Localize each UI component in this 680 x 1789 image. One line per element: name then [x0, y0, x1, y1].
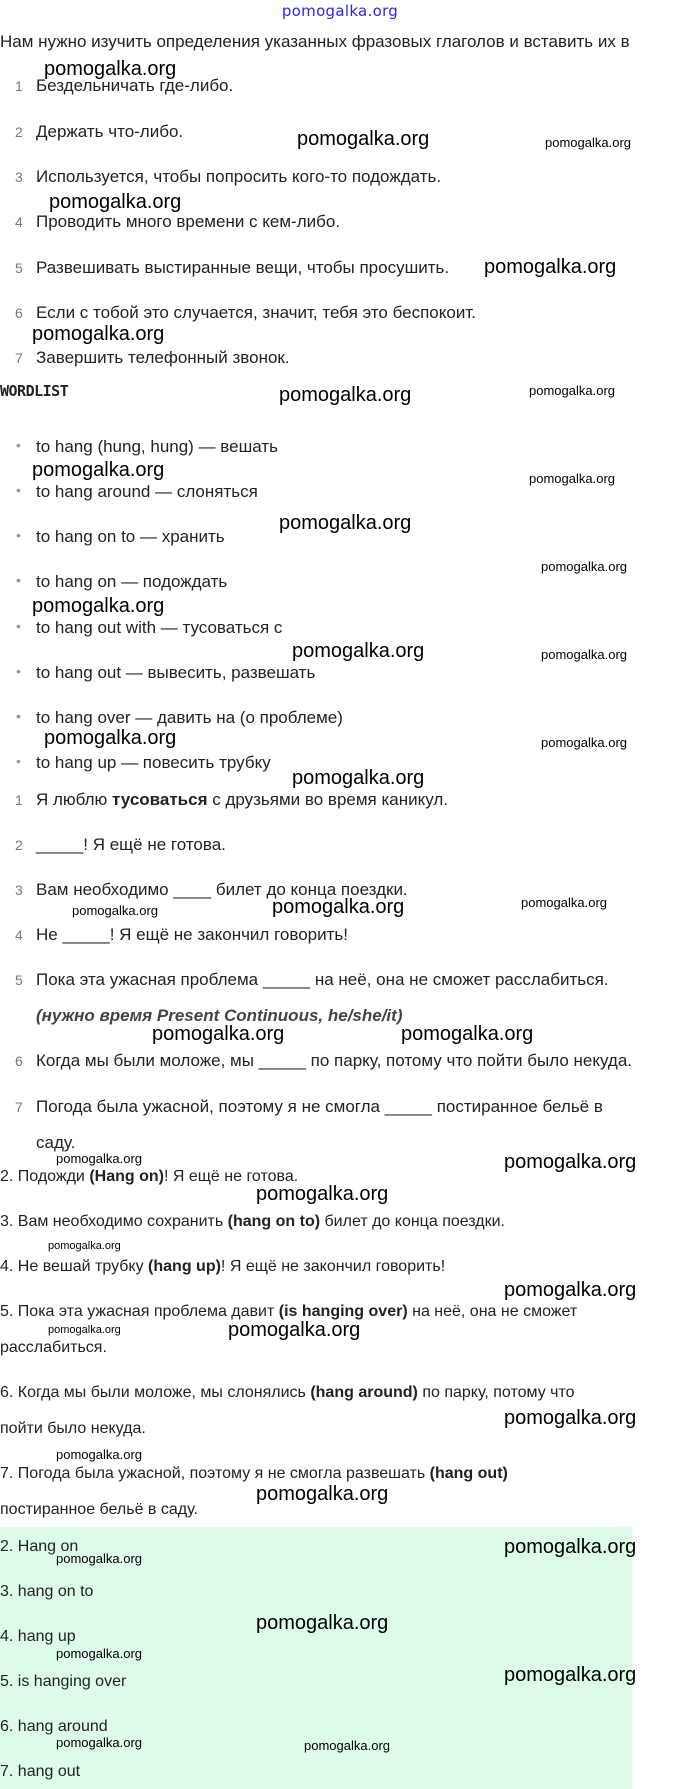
watermark: pomogalka.org: [529, 471, 615, 486]
item-text: _____! Я ещё не готова.: [36, 835, 226, 854]
item-number: 3: [15, 169, 23, 185]
item-number: 2: [15, 124, 23, 140]
item-text: Проводить много времени с кем-либо.: [36, 212, 341, 231]
wordlist-text: to hang on — подождать: [36, 572, 228, 591]
item-text: Держать что-либо.: [36, 122, 184, 141]
short-answer: 7. hang out: [0, 1763, 81, 1780]
item-number: 6: [15, 305, 23, 321]
bullet-icon: •: [16, 437, 21, 453]
watermark: pomogalka.org: [529, 383, 615, 398]
watermark: pomogalka.org: [152, 1023, 285, 1045]
short-answer: 3. hang on to: [0, 1583, 94, 1600]
watermark: pomogalka.org: [272, 896, 405, 918]
answer-continuation: пойти было некуда.: [0, 1420, 146, 1437]
answer-sentence: 2. Подожди (Hang on)! Я ещё не готова.: [0, 1168, 299, 1185]
bullet-icon: •: [16, 618, 21, 634]
bullet-icon: •: [16, 663, 21, 679]
hint-text: (нужно время Present Continuous, he/she/it): [36, 1006, 403, 1025]
watermark: pomogalka.org: [49, 191, 182, 213]
bullet-icon: •: [16, 708, 21, 724]
watermark: pomogalka.org: [504, 1151, 637, 1173]
item-number: 5: [15, 260, 23, 276]
short-answer: 5. is hanging over: [0, 1673, 127, 1690]
watermark: pomogalka.org: [72, 903, 158, 918]
site-header[interactable]: pomogalka.org: [281, 2, 399, 20]
item-text: Погода была ужасной, поэтому я не смогла _____ постиранное бельё в: [36, 1097, 603, 1116]
wordlist-text: to hang around — слоняться: [36, 482, 258, 501]
item-number: 3: [15, 882, 23, 898]
wordlist-text: to hang up — повесить трубку: [36, 753, 271, 772]
wordlist-text: to hang on to — хранить: [36, 527, 225, 546]
watermark: pomogalka.org: [256, 1483, 389, 1505]
wordlist-text: to hang over — давить на (о проблеме): [36, 708, 343, 727]
item-number: 1: [15, 792, 23, 808]
item-number: 7: [15, 350, 23, 366]
short-answer: 4. hang up: [0, 1628, 76, 1645]
watermark: pomogalka.org: [504, 1407, 637, 1429]
watermark: pomogalka.org: [504, 1664, 637, 1686]
answer-sentence: 7. Погода была ужасной, поэтому я не смогла развешать (hang out): [0, 1465, 508, 1482]
answer-continuation: постиранное бельё в саду.: [0, 1501, 198, 1518]
watermark: pomogalka.org: [541, 559, 627, 574]
watermark: pomogalka.org: [32, 595, 165, 617]
watermark: pomogalka.org: [256, 1183, 389, 1205]
item-text: Развешивать выстиранные вещи, чтобы просушить.: [36, 258, 450, 277]
watermark: pomogalka.org: [279, 512, 412, 534]
answer-sentence: 3. Вам необходимо сохранить (hang on to) билет до конца поездки.: [0, 1213, 505, 1230]
bullet-icon: •: [16, 482, 21, 498]
watermark: pomogalka.org: [504, 1536, 637, 1558]
bullet-icon: •: [16, 527, 21, 543]
intro-text: Нам нужно изучить определения указанных фразовых глаголов и вставить их в: [0, 32, 630, 51]
watermark: pomogalka.org: [292, 767, 425, 789]
item-text: Завершить телефонный звонок.: [36, 348, 290, 367]
wordlist-text: to hang out with — тусоваться с: [36, 618, 283, 637]
item-text: Если с тобой это случается, значит, тебя это беспокоит.: [36, 303, 476, 322]
item-number: 2: [15, 837, 23, 853]
watermark: pomogalka.org: [279, 384, 412, 406]
wordlist-text: to hang (hung, hung) — вешать: [36, 437, 278, 456]
answer-sentence: 6. Когда мы были моложе, мы слонялись (hang around) по парку, потому что: [0, 1384, 575, 1401]
watermark: pomogalka.org: [541, 647, 627, 662]
short-answer: 6. hang around: [0, 1718, 108, 1735]
watermark: pomogalka.org: [32, 323, 165, 345]
watermark: pomogalka.org: [56, 1151, 142, 1166]
item-text: Вам необходимо ____ билет до конца поездки.: [36, 880, 408, 899]
item-number: 5: [15, 972, 23, 988]
wordlist-text: to hang out — вывесить, развешать: [36, 663, 316, 682]
item-number: 4: [15, 927, 23, 943]
watermark: pomogalka.org: [228, 1319, 361, 1341]
watermark: pomogalka.org: [541, 735, 627, 750]
wordlist-heading: WORDLIST: [0, 382, 69, 400]
answer-sentence: 5. Пока эта ужасная проблема давит (is hanging over) на неё, она не сможет: [0, 1303, 578, 1320]
watermark: pomogalka.org: [304, 1738, 390, 1753]
item-number: 4: [15, 214, 23, 230]
watermark: pomogalka.org: [521, 895, 607, 910]
bullet-icon: •: [16, 572, 21, 588]
item-text: Я люблю тусоваться с друзьями во время каникул.: [36, 790, 449, 809]
answer-sentence: 4. Не вешай трубку (hang up)! Я ещё не закончил говорить!: [0, 1258, 446, 1275]
watermark: pomogalka.org: [484, 256, 617, 278]
watermark: pomogalka.org: [292, 640, 425, 662]
item-text: Когда мы были моложе, мы _____ по парку, потому что пойти было некуда.: [36, 1051, 633, 1070]
watermark: pomogalka.org: [545, 135, 631, 150]
short-answer: 2. Hang on: [0, 1538, 79, 1555]
item-text: Пока эта ужасная проблема _____ на неё, она не сможет расслабиться.: [36, 970, 609, 989]
bullet-icon: •: [16, 753, 21, 769]
watermark: pomogalka.org: [44, 727, 177, 749]
watermark: pomogalka.org: [297, 128, 430, 150]
item-text: Не _____! Я ещё не закончил говорить!: [36, 925, 348, 944]
item-number: 6: [15, 1053, 23, 1069]
answer-continuation: расслабиться.: [0, 1339, 107, 1356]
watermark: pomogalka.org: [56, 1447, 142, 1462]
item-text: саду.: [36, 1133, 76, 1152]
item-number: 7: [15, 1099, 23, 1115]
item-number: 1: [15, 78, 23, 94]
watermark: pomogalka.org: [44, 58, 177, 80]
watermark: pomogalka.org: [401, 1023, 534, 1045]
watermark: pomogalka.org: [48, 1324, 121, 1336]
watermark: pomogalka.org: [56, 1551, 142, 1566]
watermark: pomogalka.org: [56, 1735, 142, 1750]
item-text: Используется, чтобы попросить кого-то подождать.: [36, 167, 442, 186]
watermark: pomogalka.org: [504, 1279, 637, 1301]
watermark: pomogalka.org: [56, 1646, 142, 1661]
watermark: pomogalka.org: [256, 1612, 389, 1634]
watermark: pomogalka.org: [48, 1240, 121, 1252]
watermark: pomogalka.org: [32, 459, 165, 481]
item-text: Бездельничать где-либо.: [36, 76, 234, 95]
